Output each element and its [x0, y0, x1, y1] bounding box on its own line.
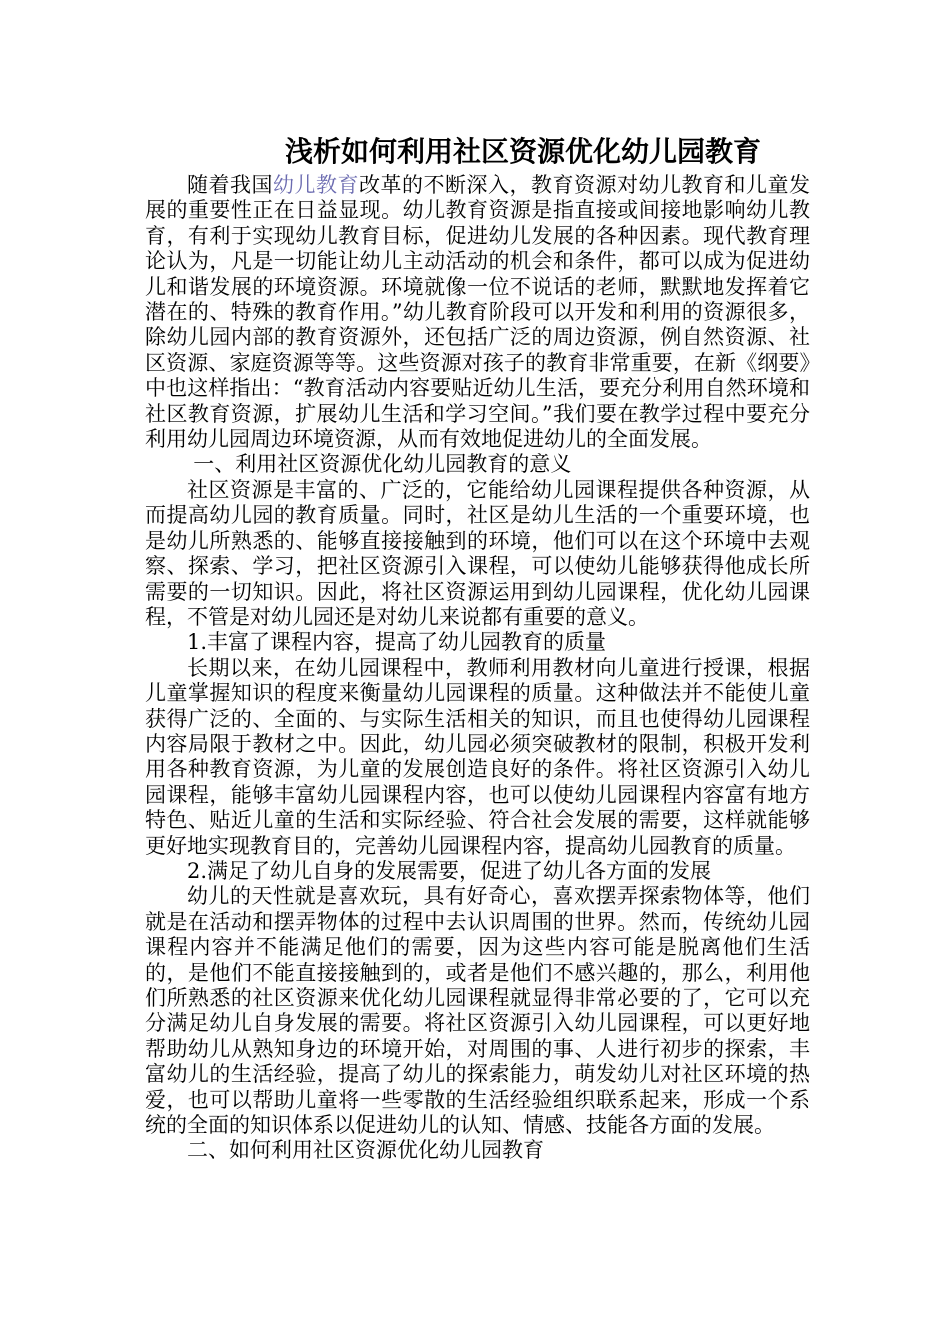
preschool-education-link[interactable]: 幼儿教育	[273, 173, 359, 197]
section2-heading: 二、如何利用社区资源优化幼儿园教育	[187, 1138, 544, 1163]
subsection2-heading: 2.满足了幼儿自身的发展需要，促进了幼儿各方面的发展	[187, 858, 712, 883]
subsection1-paragraph: 长期以来，在幼儿园课程中，教师利用教材向儿童进行授课，根据儿童掌握知识的程度来衡量幼儿园课程的质量。这种做法并不能使儿童获得广泛的、全面的、与实际生活相关的知识，而且也使得幼儿园课程内容局限于教材之中。因此，幼儿园必须突破教材的限制，积极开发利用各种教育资源，为儿童的发展创造良好的条件。将社区资源引入幼儿园课程，能够丰富幼儿园课程内容，也可以使幼儿园课程内容富有地方特色、贴近儿童的生活和实际经验、符合社会发展的需要，这样就能够更好地实现教育目的，完善幼儿园课程内容，提高幼儿园教育的质量。	[145, 655, 810, 858]
section1-paragraph: 社区资源是丰富的、广泛的，它能给幼儿园课程提供各种资源，从而提高幼儿园的教育质量。同时，社区是幼儿生活的一个重要环境，也是幼儿所熟悉的、能够直接接触到的环境，他们可以在这个环境中去观察、探索、学习，把社区资源引入课程，可以使幼儿能够获得他成长所需要的一切知识。因此，将社区资源运用到幼儿园课程，优化幼儿园课程，不管是对幼儿园还是对幼儿来说都有重要的意义。	[145, 477, 810, 629]
intro-lead: 随着我国	[187, 173, 273, 197]
document-body	[145, 173, 810, 1164]
document-title: 浅析如何利用社区资源优化幼儿园教育	[285, 135, 762, 168]
section1-heading: 一、利用社区资源优化幼儿园教育的意义	[193, 452, 572, 477]
subsection2-paragraph: 幼儿的天性就是喜欢玩，具有好奇心，喜欢摆弄探索物体等，他们就是在活动和摆弄物体的过程中去认识周围的世界。然而，传统幼儿园课程内容并不能满足他们的需要，因为这些内容可能是脱离他们生活的，是他们不能直接接触到的，或者是他们不感兴趣的，那么，利用他们所熟悉的社区资源来优化幼儿园课程就显得非常必要的了，它可以充分满足幼儿自身发展的需要。将社区资源引入幼儿园课程，可以更好地帮助幼儿从熟知身边的环境开始，对周围的事、人进行初步的探索，丰富幼儿的生活经验，提高了幼儿的探索能力，萌发幼儿对社区环境的热爱，也可以帮助儿童将一些零散的生活经验组织联系起来，形成一个系统的全面的知识体系以促进幼儿的认知、情感、技能各方面的发展。	[145, 884, 810, 1138]
subsection1-heading: 1.丰富了课程内容，提高了幼儿园教育的质量	[187, 630, 607, 655]
intro-rest: 改革的不断深入，教育资源对幼儿教育和儿童发展的重要性正在日益显现。幼儿教育资源是指直接或间接地影响幼儿教育，有利于实现幼儿教育目标，促进幼儿发展的各种因素。现代教育理论认为，凡是一切能让幼儿主动活动的机会和条件，都可以成为促进幼儿和谐发展的环境资源。环境就像一位不说话的老师，默默地发挥着它潜在的、特殊的教育作用。”幼儿教育阶段可以开发和利用的资源很多，除幼儿园内部的教育资源外，还包括广泛的周边资源，例自然资源、社区资源、家庭资源等等。这些资源对孩子的教育非常重要，在新《纲要》中也这样指出：“教育活动内容要贴近幼儿生活，要充分利用自然环境和社区教育资源，扩展幼儿生活和学习空间。”我们要在教学过程中要充分利用幼儿园周边环境资源，从而有效地促进幼儿的全面发展。	[145, 173, 810, 452]
intro-paragraph	[145, 173, 810, 452]
